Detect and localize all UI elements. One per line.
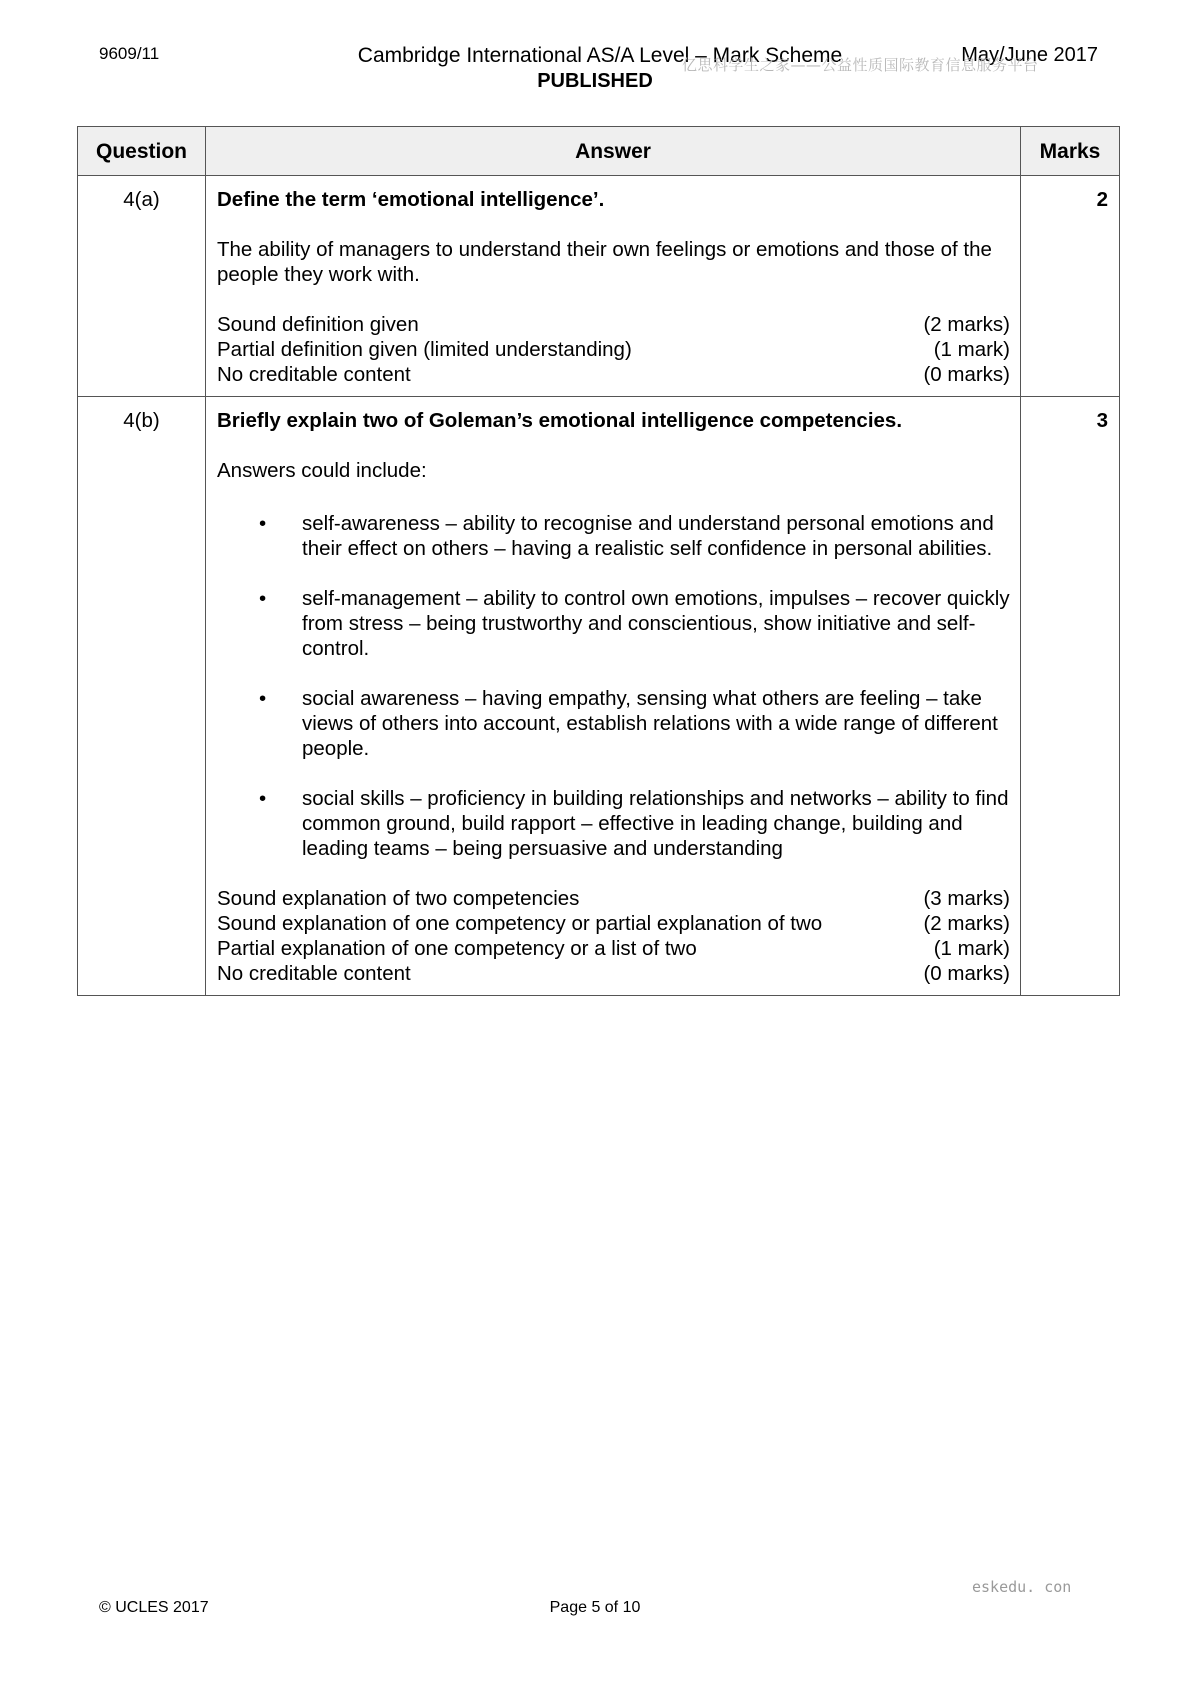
table-header-row [78, 127, 1120, 176]
bullet-icon: • [259, 512, 267, 535]
level-description: Partial definition given (limited understanding) [217, 338, 632, 361]
answer-text: The ability of managers to understand their own feelings or emotions and those of the people they work with. [217, 238, 992, 286]
level-mark: (1 mark) [933, 937, 1010, 960]
table-row-4b [78, 397, 1120, 996]
marking-levels [217, 312, 1010, 387]
level-mark: (1 mark) [933, 338, 1010, 361]
question-prompt: Define the term ‘emotional intelligence’. [217, 188, 605, 211]
marks-value: 2 [1021, 176, 1120, 397]
level-description: Partial explanation of one competency or a list of two [217, 937, 697, 960]
mark-scheme-table [77, 126, 1120, 996]
list-item [217, 686, 1010, 761]
level-mark: (3 marks) [923, 887, 1010, 910]
bullet-icon: • [259, 587, 267, 610]
level-row [217, 936, 1010, 961]
question-number: 4(a) [78, 176, 206, 397]
list-item [217, 586, 1010, 661]
marks-column-header: Marks [1021, 127, 1120, 176]
bullet-icon: • [259, 787, 267, 810]
question-column-header: Question [78, 127, 206, 176]
marking-levels [217, 886, 1010, 986]
level-description: Sound explanation of two competencies [217, 887, 580, 910]
page-number: Page 5 of 10 [549, 1599, 641, 1616]
question-prompt: Briefly explain two of Goleman’s emotional intelligence competencies. [217, 409, 903, 432]
level-description: No creditable content [217, 363, 411, 386]
list-item-text: social awareness – having empathy, sensing what others are feeling – take views of others into account, establish relations with a wide range of different people. [302, 687, 998, 760]
level-mark: (0 marks) [923, 363, 1010, 386]
level-row [217, 961, 1010, 986]
bullet-icon: • [259, 687, 267, 710]
level-description: No creditable content [217, 962, 411, 985]
question-number: 4(b) [78, 397, 206, 996]
level-row [217, 911, 1010, 936]
level-row [217, 337, 1010, 362]
exam-session: May/June 2017 [961, 44, 1098, 66]
list-item-text: self-management – ability to control own emotions, impulses – recover quickly from stress – being trustworthy and conscientious, show initiative and self-control. [302, 587, 1010, 660]
level-row [217, 312, 1010, 337]
answer-column-header: Answer [206, 127, 1021, 176]
published-label: PUBLISHED [537, 70, 653, 92]
level-row [217, 362, 1010, 387]
level-mark: (2 marks) [923, 912, 1010, 935]
level-mark: (2 marks) [923, 313, 1010, 336]
list-item [217, 511, 1010, 561]
paper-code: 9609/11 [99, 44, 160, 63]
competency-list [217, 511, 1010, 861]
copyright-notice: © UCLES 2017 [99, 1599, 209, 1616]
level-description: Sound explanation of one competency or partial explanation of two [217, 912, 823, 935]
header-watermark: 亿思科学生之家——公益性质国际教育信息服务平台 [682, 56, 1039, 74]
level-row [217, 886, 1010, 911]
site-watermark: eskedu. con [972, 1578, 1072, 1596]
level-description: Sound definition given [217, 313, 419, 336]
answer-cell [206, 397, 1021, 996]
list-item-text: social skills – proficiency in building relationships and networks – ability to find common ground, build rapport – effective in leading change, building and leading teams – being persuasive and understanding [302, 787, 1009, 860]
list-item [217, 786, 1010, 861]
document-title: Cambridge International AS/A Level – Mark Scheme [357, 44, 843, 67]
answer-cell [206, 176, 1021, 397]
answer-intro: Answers could include: [217, 459, 427, 482]
level-mark: (0 marks) [923, 962, 1010, 985]
table-row-4a [78, 176, 1120, 397]
list-item-text: self-awareness – ability to recognise and understand personal emotions and their effect on others – having a realistic self confidence in personal abilities. [302, 512, 994, 560]
marks-value: 3 [1021, 397, 1120, 996]
